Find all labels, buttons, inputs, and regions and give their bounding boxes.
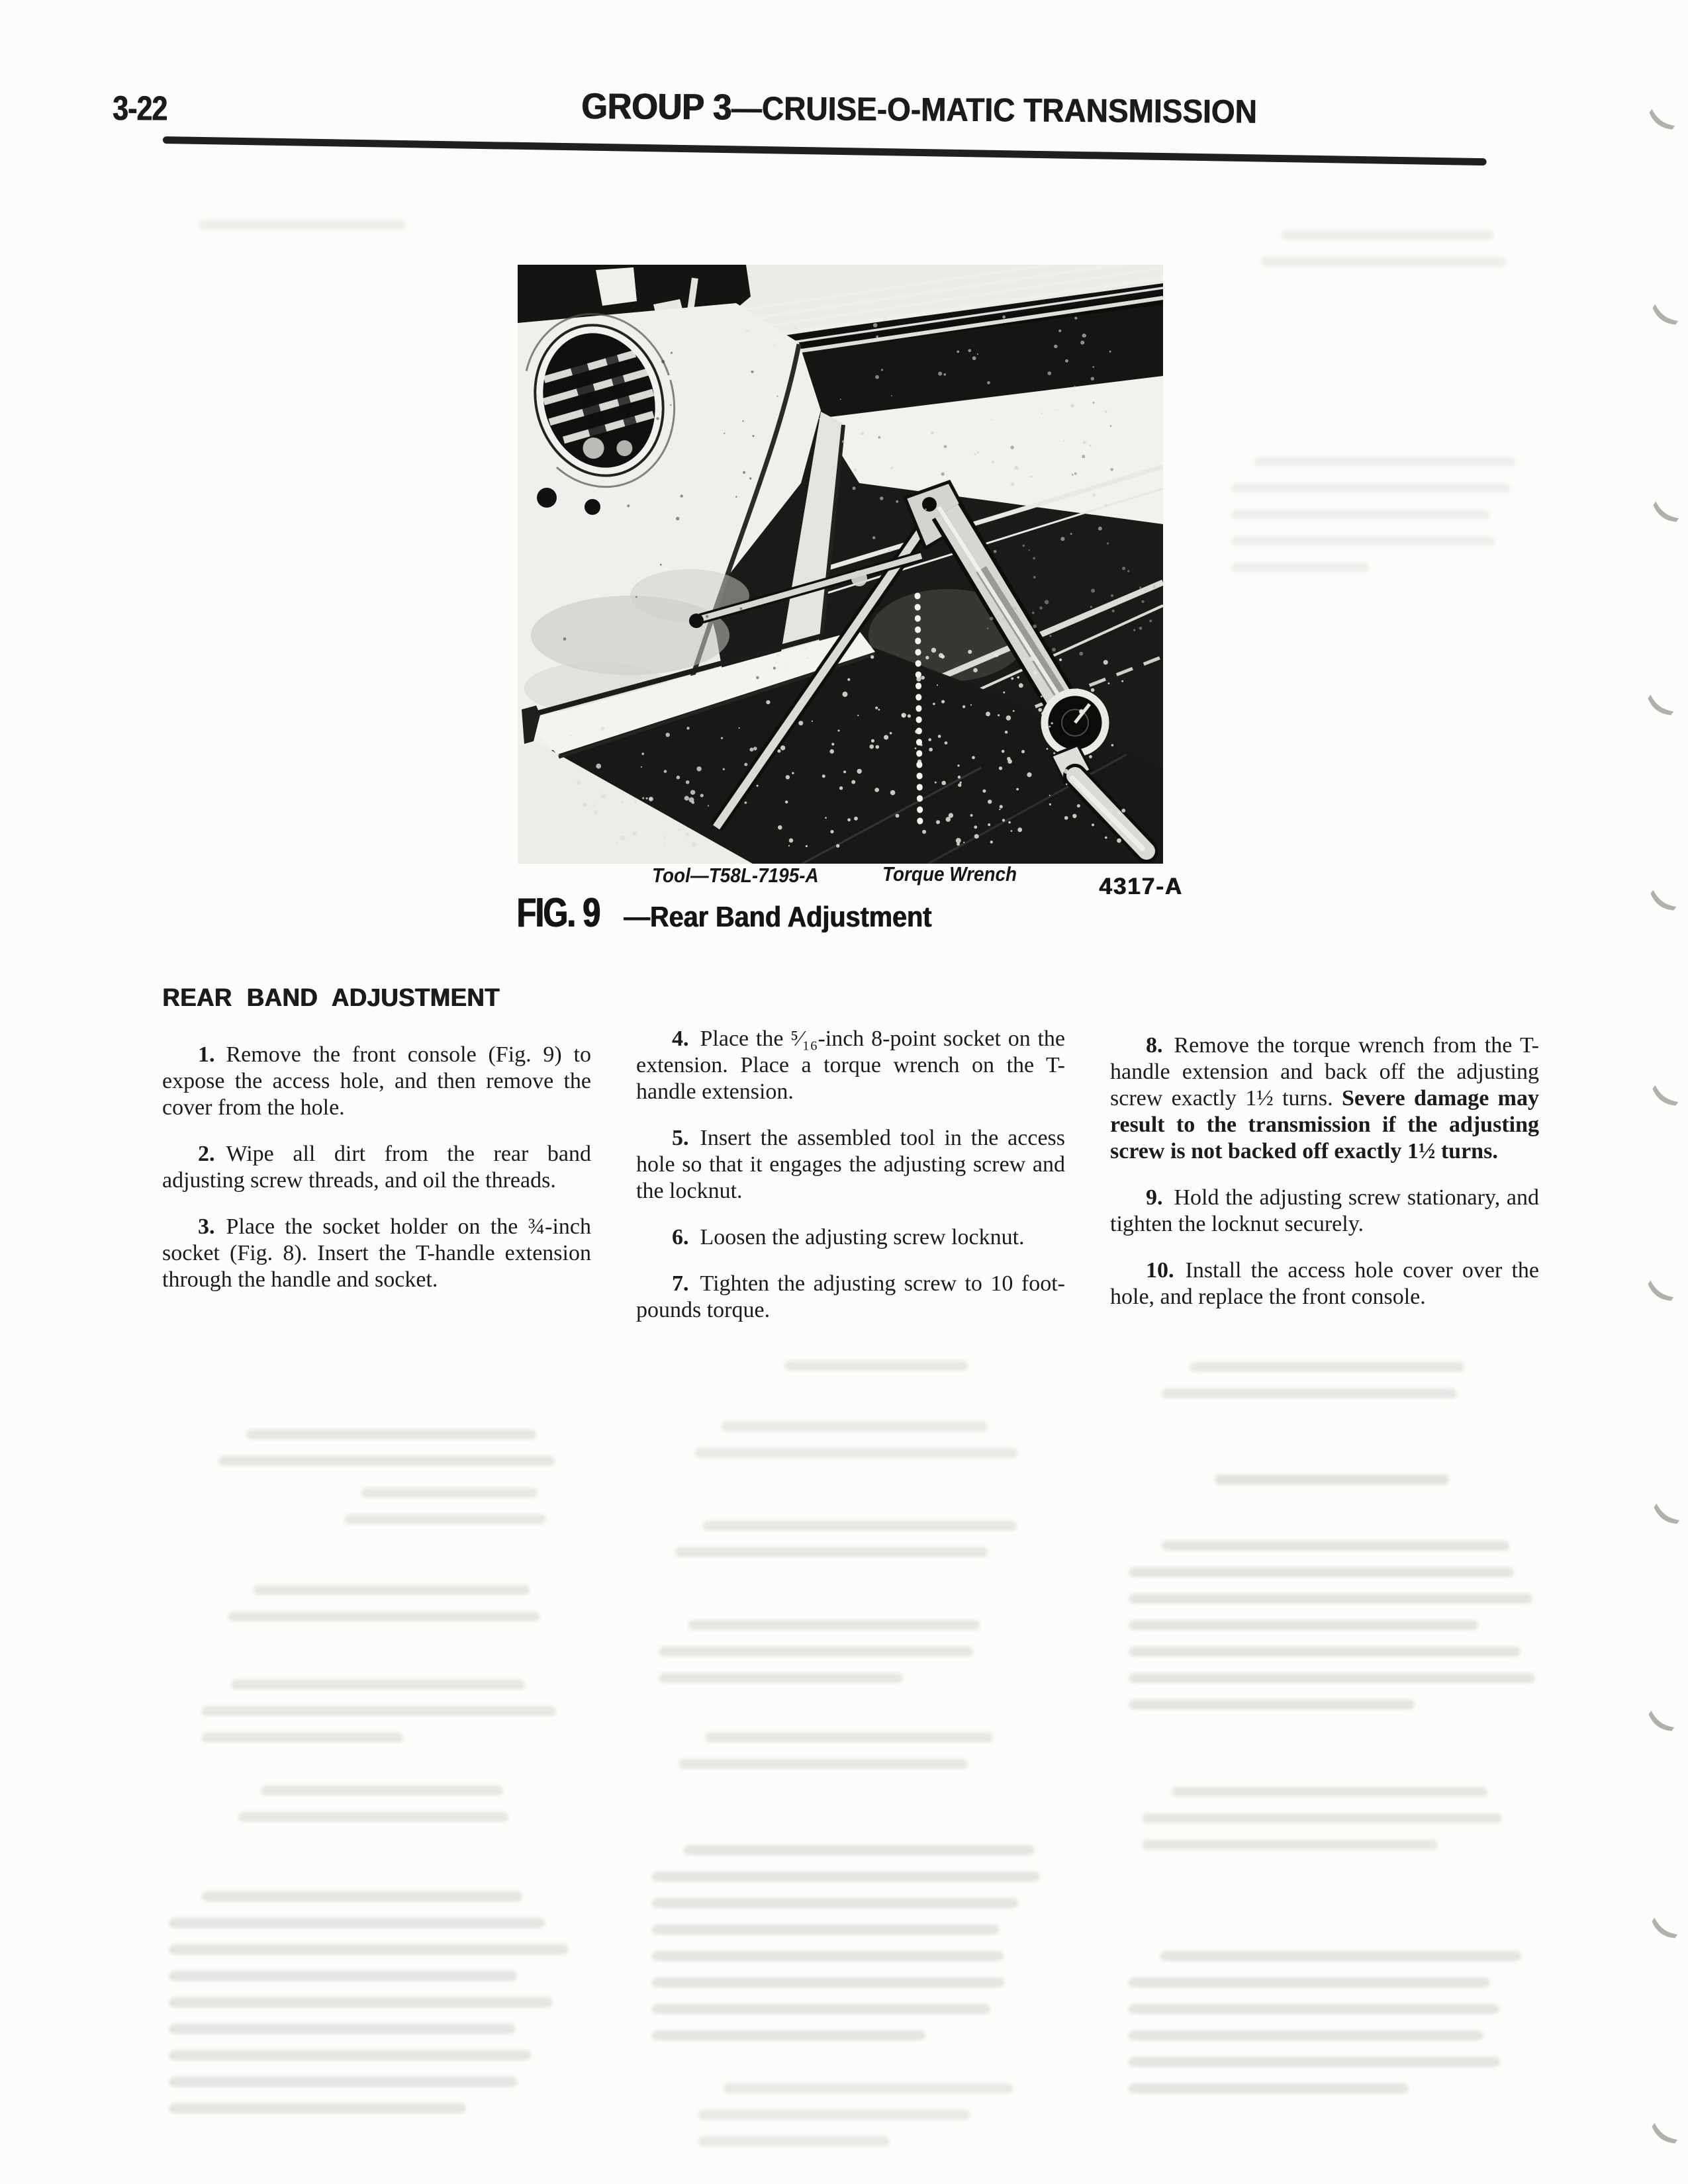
bleedthrough-line bbox=[652, 1978, 1004, 1987]
binding-mark: ( bbox=[1645, 1498, 1684, 1532]
procedure-step bbox=[636, 1271, 1065, 1324]
bleedthrough-line bbox=[659, 1673, 903, 1683]
procedure-step bbox=[162, 1141, 591, 1194]
figure-number: FIG. 9 bbox=[516, 890, 600, 936]
step-text: Remove the front console (Fig. 9) to expose the access hole, and then remove the cover from the hole. bbox=[162, 1042, 591, 1120]
step-number: 10. bbox=[1146, 1258, 1174, 1283]
header-rule bbox=[163, 136, 1487, 165]
bleedthrough-cluster bbox=[202, 1680, 563, 1759]
bleedthrough-line bbox=[1162, 1541, 1509, 1551]
bleedthrough-line bbox=[1162, 1388, 1457, 1398]
bleedthrough-cluster bbox=[1261, 230, 1513, 283]
bleedthrough-line bbox=[169, 2024, 516, 2034]
bleedthrough-line bbox=[703, 1521, 1016, 1531]
figure-title: —Rear Band Adjustment bbox=[624, 901, 932, 933]
bleedthrough-line bbox=[1129, 2083, 1409, 2093]
step-text: Remove the torque wrench from the T-handle extension and back off the adjusting screw exactly 1½ turns. bbox=[1110, 1033, 1539, 1111]
bleedthrough-line bbox=[1281, 230, 1493, 240]
step-number: 2. bbox=[198, 1142, 215, 1166]
bleedthrough-line bbox=[1129, 2057, 1500, 2067]
bleedthrough-line bbox=[722, 1422, 988, 1432]
bleedthrough-cluster bbox=[199, 220, 417, 246]
bleedthrough-line bbox=[695, 1448, 1017, 1458]
photo-label-tool: Tool—T58L-7195-A bbox=[652, 864, 819, 887]
bleedthrough-line bbox=[705, 1733, 993, 1743]
bleedthrough-line bbox=[1129, 2004, 1499, 2014]
procedure-step bbox=[162, 1214, 591, 1293]
bleedthrough-line bbox=[169, 1997, 553, 2007]
bleedthrough-line bbox=[698, 2110, 970, 2120]
bleedthrough-line bbox=[1231, 563, 1370, 572]
bleedthrough-line bbox=[1231, 510, 1490, 520]
bleedthrough-line bbox=[784, 1361, 968, 1371]
bleedthrough-cluster bbox=[238, 1786, 523, 1839]
bleedthrough-line bbox=[202, 1733, 403, 1743]
bleedthrough-line bbox=[1215, 1475, 1449, 1484]
text-column-3 bbox=[1110, 985, 1539, 1324]
bleedthrough-line bbox=[1231, 536, 1495, 546]
bleedthrough-line bbox=[652, 1898, 1018, 1908]
step-text: Wipe all dirt from the rear band adjusting screw threads, and oil the threads. bbox=[162, 1142, 591, 1193]
step-number: 3. bbox=[198, 1214, 215, 1239]
step-text: Install the access hole cover over the hole, and replace the front console. bbox=[1110, 1258, 1539, 1309]
text-column-1 bbox=[162, 985, 591, 1324]
bleedthrough-line bbox=[1160, 1951, 1521, 1961]
bleedthrough-line bbox=[1129, 1620, 1478, 1630]
step-number: 6. bbox=[672, 1225, 689, 1250]
step-text: Insert the assembled tool in the access hole so that it engages the adjusting screw and the locknut. bbox=[636, 1126, 1065, 1203]
bleedthrough-line bbox=[1142, 1840, 1438, 1850]
bleedthrough-line bbox=[1190, 1362, 1465, 1372]
bleedthrough-line bbox=[228, 1612, 539, 1621]
bleedthrough-line bbox=[1172, 1787, 1488, 1797]
step-number: 9. bbox=[1146, 1185, 1163, 1210]
bleedthrough-line bbox=[652, 2004, 990, 2014]
bleedthrough-line bbox=[679, 1759, 968, 1769]
bleedthrough-line bbox=[1129, 1594, 1532, 1604]
bleedthrough-cluster bbox=[659, 1620, 1029, 1700]
bleedthrough-cluster bbox=[344, 1488, 563, 1541]
bleedthrough-line bbox=[254, 1585, 529, 1595]
bleedthrough-line bbox=[1129, 1647, 1521, 1657]
procedure-step bbox=[1110, 1032, 1539, 1165]
instruction-columns bbox=[162, 985, 1542, 1324]
bleedthrough-line bbox=[652, 1925, 999, 1934]
binding-mark: ( bbox=[1644, 496, 1683, 530]
bleedthrough-line bbox=[659, 1647, 973, 1657]
bleedthrough-cluster bbox=[1129, 1951, 1526, 2110]
procedure-step bbox=[162, 1042, 591, 1121]
procedure-step bbox=[1110, 1257, 1539, 1310]
procedure-step bbox=[1110, 1185, 1539, 1238]
bleedthrough-cluster bbox=[1215, 1475, 1493, 1501]
step-number: 7. bbox=[672, 1271, 689, 1296]
bleedthrough-line bbox=[1231, 483, 1511, 493]
step-number: 8. bbox=[1146, 1033, 1163, 1058]
bleedthrough-cluster bbox=[1162, 1362, 1506, 1415]
step-warning-text: Severe damage may result to the transmission if the adjusting screw is not backed off exactly 1½ turns. bbox=[1110, 1086, 1539, 1163]
bleedthrough-cluster bbox=[784, 1361, 983, 1387]
bleedthrough-cluster bbox=[698, 2083, 1016, 2163]
text-column-2 bbox=[636, 985, 1065, 1324]
bleedthrough-cluster bbox=[679, 1733, 1009, 1786]
binding-mark: ( bbox=[1640, 103, 1679, 138]
torque-dial bbox=[1045, 692, 1105, 753]
bleedthrough-cluster bbox=[695, 1422, 1026, 1475]
bleedthrough-line bbox=[1129, 1673, 1535, 1683]
bleedthrough-line bbox=[724, 2083, 1013, 2093]
dashboard-photo bbox=[518, 265, 1163, 864]
bleedthrough-line bbox=[698, 2136, 889, 2146]
bleedthrough-line bbox=[652, 1872, 1040, 1882]
step-text: Place the ⁵⁄₁₆-inch 8-point socket on the extension. Place a torque wrench on the T-handle extension. bbox=[636, 1026, 1065, 1104]
bleedthrough-line bbox=[169, 2103, 466, 2113]
step-text: Loosen the adjusting screw locknut. bbox=[700, 1225, 1025, 1250]
section-heading: REAR BAND ADJUSTMENT bbox=[162, 984, 500, 1012]
bleedthrough-line bbox=[1129, 1978, 1490, 1987]
bleedthrough-cluster bbox=[652, 1845, 1049, 2057]
binding-mark: ( bbox=[1639, 1275, 1678, 1309]
bleedthrough-line bbox=[675, 1547, 988, 1557]
bleedthrough-line bbox=[169, 1918, 545, 1928]
bleedthrough-line bbox=[261, 1786, 503, 1796]
bleedthrough-line bbox=[202, 1891, 522, 1901]
step-text: Place the socket holder on the ¾-inch socket (Fig. 8). Insert the T-handle extension through the handle and socket. bbox=[162, 1214, 591, 1292]
page-number: 3-22 bbox=[112, 89, 167, 128]
binding-mark: ( bbox=[1644, 298, 1683, 333]
binding-mark: ( bbox=[1642, 884, 1681, 919]
bleedthrough-line bbox=[344, 1514, 546, 1524]
bleedthrough-line bbox=[652, 1951, 1004, 1961]
bleedthrough-line bbox=[361, 1488, 537, 1498]
bleedthrough-line bbox=[238, 1812, 508, 1822]
page-header bbox=[581, 85, 1257, 132]
bleedthrough-cluster bbox=[1231, 457, 1516, 589]
photo-label-torque-wrench: Torque Wrench bbox=[882, 862, 1017, 886]
step-number: 5. bbox=[672, 1126, 689, 1150]
procedure-step bbox=[636, 1125, 1065, 1205]
bleedthrough-line bbox=[1129, 1567, 1514, 1577]
bleedthrough-line bbox=[169, 1944, 569, 1954]
bleedthrough-line bbox=[218, 1456, 555, 1466]
bleedthrough-line bbox=[1129, 1700, 1415, 1709]
bleedthrough-line bbox=[169, 2077, 518, 2087]
procedure-step bbox=[636, 1224, 1065, 1251]
bleedthrough-cluster bbox=[675, 1521, 1026, 1574]
binding-mark: ( bbox=[1639, 689, 1678, 723]
photo-id-code: 4317-A bbox=[1099, 874, 1183, 899]
figure-photo bbox=[518, 265, 1163, 864]
bleedthrough-line bbox=[652, 2030, 925, 2040]
step-number: 1. bbox=[198, 1042, 215, 1067]
step-number: 4. bbox=[672, 1026, 689, 1051]
bleedthrough-cluster bbox=[169, 1891, 579, 2130]
bleedthrough-line bbox=[199, 220, 406, 230]
bleedthrough-line bbox=[169, 1971, 517, 1981]
bleedthrough-line bbox=[231, 1680, 525, 1690]
binding-mark: ( bbox=[1640, 1705, 1679, 1739]
binding-mark: ( bbox=[1643, 2117, 1682, 2152]
header-title-label: —CRUISE-O-MATIC TRANSMISSION bbox=[731, 89, 1257, 130]
binding-mark: ( bbox=[1644, 1079, 1683, 1114]
bleedthrough-line bbox=[246, 1430, 536, 1439]
bleedthrough-line bbox=[169, 2050, 531, 2060]
step-text: Hold the adjusting screw stationary, and tighten the locknut securely. bbox=[1110, 1185, 1539, 1236]
binding-mark: ( bbox=[1643, 1912, 1682, 1946]
bleedthrough-cluster bbox=[228, 1585, 546, 1638]
bleedthrough-line bbox=[1142, 1813, 1502, 1823]
bleedthrough-line bbox=[684, 1845, 1035, 1855]
bleedthrough-line bbox=[1254, 457, 1515, 467]
procedure-step bbox=[636, 1026, 1065, 1105]
bleedthrough-line bbox=[1129, 2030, 1483, 2040]
header-group-label: GROUP 3 bbox=[581, 85, 731, 128]
bleedthrough-line bbox=[688, 1620, 980, 1630]
bleedthrough-cluster bbox=[218, 1430, 563, 1482]
step-text: Tighten the adjusting screw to 10 foot-pounds torque. bbox=[636, 1271, 1065, 1322]
bleedthrough-line bbox=[1261, 257, 1506, 267]
bleedthrough-cluster bbox=[1142, 1787, 1513, 1866]
bleedthrough-line bbox=[202, 1706, 556, 1716]
figure-caption bbox=[516, 889, 966, 936]
bleedthrough-cluster bbox=[1129, 1541, 1539, 1726]
